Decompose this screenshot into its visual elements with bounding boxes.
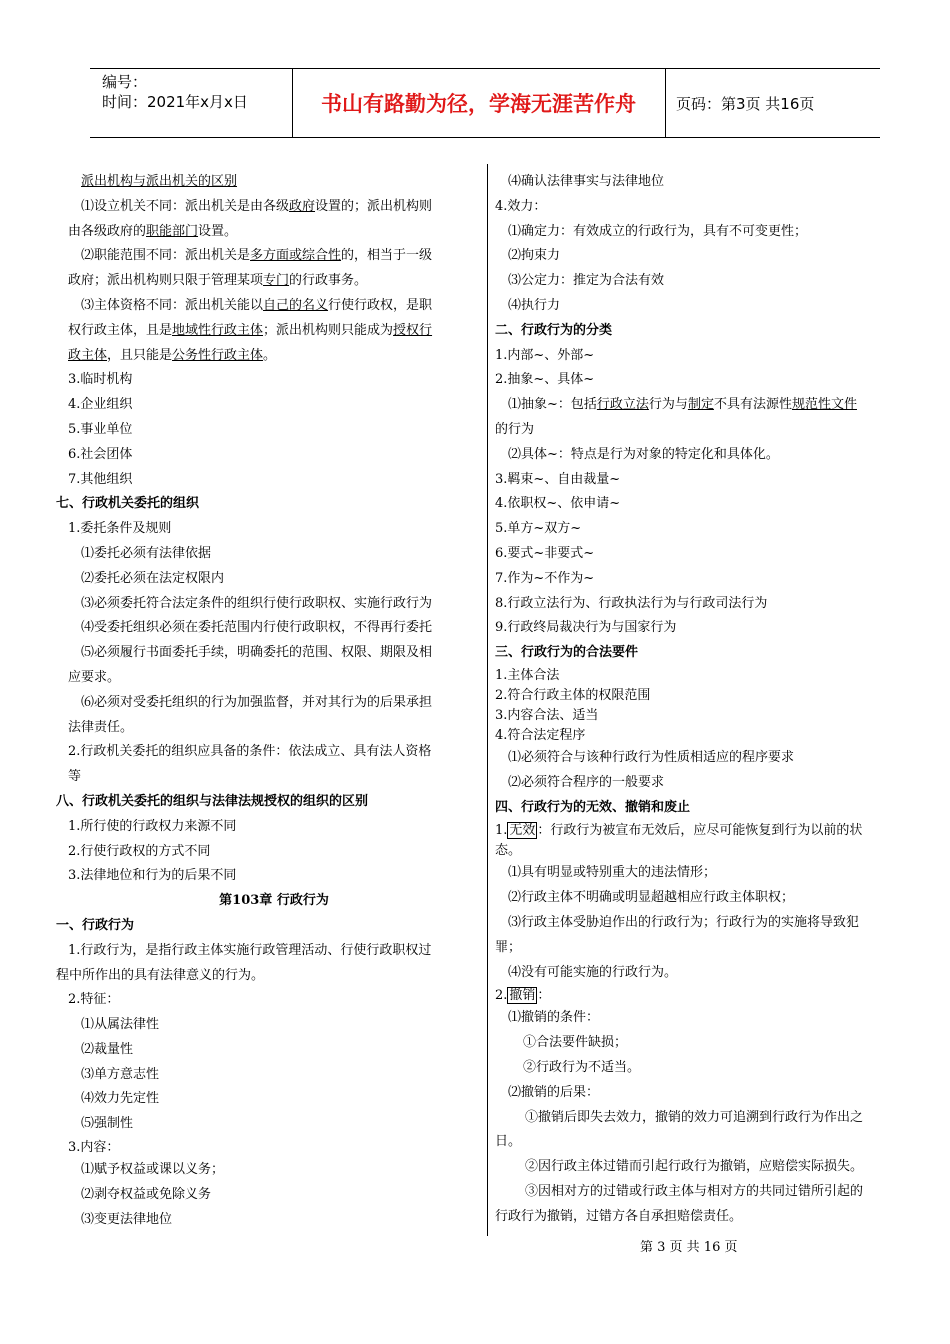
list-item: ②行政行为不适当。 [523,1059,641,1075]
list-item: ⑷效力先定性 [81,1091,160,1107]
list-item: 2.抽象~、具体~ [495,372,595,388]
list-item: 2.特征： [68,992,120,1008]
list-item: ⑷受委托组织必须在委托范围内行使行政职权，不得再行委托 [81,620,433,636]
document-number-label: 编号： [102,73,148,91]
list-item: 7.作为~不作为~ [495,570,595,586]
list-item: ⑵剥夺权益或免除义务 [81,1186,212,1202]
text-line: 由各级政府的职能部门设置。 [68,223,238,239]
column-divider [487,164,488,1236]
list-item: ⑵拘束力 [508,248,561,264]
text-line: 1. 无效 ：行政行为被宣布无效后，应尽可能恢复到行为以前的状 [495,823,863,839]
list-item: ⑴必须符合与该种行政行为性质相适应的程序要求 [508,749,795,765]
text-line: ⑵职能范围不同：派出机关是多方面或综合性的，相当于一级 [81,248,433,264]
list-item: 3.羁束~、自由裁量~ [495,471,621,487]
text-line: 等 [68,769,82,785]
list-item: ⑴确定力：有效成立的行政行为，具有不可变更性； [508,223,808,239]
text-line: 日。 [495,1134,522,1150]
list-item: 2.行使行政权的方式不同 [68,843,211,859]
text-line: ⑴抽象~：包括行政立法行为与制定不具有法源性规范性文件 [508,397,857,413]
text-line: 政府；派出机构则只限于管理某项专门的行政事务。 [68,273,368,289]
text-line: 程中所作出的具有法律意义的行为。 [56,967,265,983]
list-item: ⑸强制性 [81,1116,134,1132]
section-heading: 八、行政机关委托的组织与法律法规授权的组织的区别 [56,793,369,809]
list-item: 3.内容： [68,1140,120,1156]
list-item: ⑴撤销的条件： [508,1010,600,1026]
text-line: 派出机构与派出机关的区别 [81,174,238,189]
list-item: 5.单方~双方~ [495,521,582,537]
text-line: 的行为 [495,421,535,437]
text-line: 态。 [495,843,522,859]
list-item: 4.效力： [495,198,547,214]
text-line: 2. 撤销 ： [495,988,551,1004]
list-item: 1.委托条件及规则 [68,521,172,537]
list-item: ⑵撤销的后果： [508,1084,600,1100]
section-heading: 七、行政机关委托的组织 [56,496,200,512]
list-item: 3.法律地位和行为的后果不同 [68,868,237,884]
list-item: ⑴委托必须有法律依据 [81,545,212,561]
text-line: 罪； [495,939,522,955]
list-item: 4.符合法定程序 [495,727,586,743]
list-item: ⑵裁量性 [81,1041,134,1057]
list-item: ⑴赋予权益或课以义务； [81,1162,225,1178]
boxed-term: 无效 [509,823,536,839]
list-item: ⑵必须符合程序的一般要求 [508,774,665,790]
page-header [90,68,880,138]
list-item: ⑵行政主体不明确或明显超越相应行政主体职权； [508,890,795,906]
list-item: ⑴从属法律性 [81,1017,160,1033]
list-item: ⑴具有明显或特别重大的违法情形； [508,865,717,881]
list-item: ⑹必须对受委托组织的行为加强监督，并对其行为的后果承担 [81,694,433,710]
boxed-term: 撤销 [509,988,536,1004]
text-line: 政主体，且只能是公务性行政主体。 [68,347,277,363]
text-line: ⑶主体资格不同：派出机关能以自己的名义行使行政权，是职 [81,297,433,313]
page-footer: 第 3 页 共 16 页 [640,1240,738,1255]
list-item: 1.行政行为，是指行政主体实施行政管理活动、行使行政职权过 [68,942,432,958]
text-line: 应要求。 [68,669,121,685]
list-item: ⑶公定力：推定为合法有效 [508,273,665,289]
list-item: ①合法要件缺损； [523,1035,628,1051]
list-item: 7.其他组织 [68,471,133,487]
list-item: ②因行政主体过错而引起行政行为撤销，应赔偿实际损失。 [525,1159,864,1175]
list-item: ⑶必须委托符合法定条件的组织行使行政职权、实施行政行为 [81,595,433,611]
header-meta-cell [90,69,293,137]
document-time-label: 时间：2021年x月x日 [102,93,248,111]
text-line: ⑴设立机关不同：派出机关是由各级政府设置的；派出机构则 [81,198,433,214]
section-heading: 四、行政行为的无效、撤销和废止 [495,799,691,815]
chapter-title: 第103章 行政行为 [219,893,329,909]
list-item: ⑸必须履行书面委托手续，明确委托的范围、权限、期限及相 [81,645,433,661]
list-item: 3.内容合法、适当 [495,707,599,723]
left-column [56,170,480,1232]
list-item: 1.所行使的行政权力来源不同 [68,818,237,834]
list-item: 4.依职权~、依申请~ [495,496,621,512]
text-line: 行政行为撤销，过错方各自承担赔偿责任。 [495,1208,743,1224]
list-item: ⑵委托必须在法定权限内 [81,570,225,586]
text-line: 法律责任。 [68,719,134,735]
section-heading: 三、行政行为的合法要件 [495,645,639,661]
list-item: 1.主体合法 [495,667,560,683]
list-item: ①撤销后即失去效力，撤销的效力可追溯到行政行为作出之 [525,1109,864,1125]
list-item: 8.行政立法行为、行政执法行为与行政司法行为 [495,595,768,611]
list-item: ⑷确认法律事实与法律地位 [508,174,665,189]
list-item: ⑶变更法律地位 [81,1211,173,1227]
list-item: 6.要式~非要式~ [495,545,595,561]
right-column [495,170,907,1229]
list-item: 2.符合行政主体的权限范围 [495,687,651,703]
list-item: 9.行政终局裁决行为与国家行为 [495,620,677,636]
list-item: ③因相对方的过错或行政主体与相对方的共同过错所引起的 [525,1183,864,1199]
list-item: ⑶单方意志性 [81,1066,160,1082]
section-heading: 一、行政行为 [56,917,135,933]
list-item: 5.事业单位 [68,421,133,437]
list-item: 4.企业组织 [68,397,133,413]
header-motto-cell [292,69,666,137]
list-item: ⑵具体~：特点是行为对象的特定化和具体化。 [508,446,779,462]
list-item: 1.内部~、外部~ [495,347,595,363]
list-item: 3.临时机构 [68,372,133,388]
list-item: 6.社会团体 [68,446,133,462]
header-motto: 书山有路勤为径，学海无涯苦作舟 [321,92,636,116]
section-heading: 二、行政行为的分类 [495,322,613,338]
list-item: ⑷没有可能实施的行政行为。 [508,964,678,980]
text-line: 权行政主体，且是地域性行政主体；派出机构则只能成为授权行 [68,322,433,338]
list-item: 2.行政机关委托的组织应具备的条件：依法成立、具有法人资格 [68,744,432,760]
header-page-cell [666,69,880,137]
list-item: ⑷执行力 [508,297,561,313]
header-page-code: 页码：第3页 共16页 [676,94,815,113]
list-item: ⑶行政主体受胁迫作出的行政行为；行政行为的实施将导致犯 [508,914,860,930]
